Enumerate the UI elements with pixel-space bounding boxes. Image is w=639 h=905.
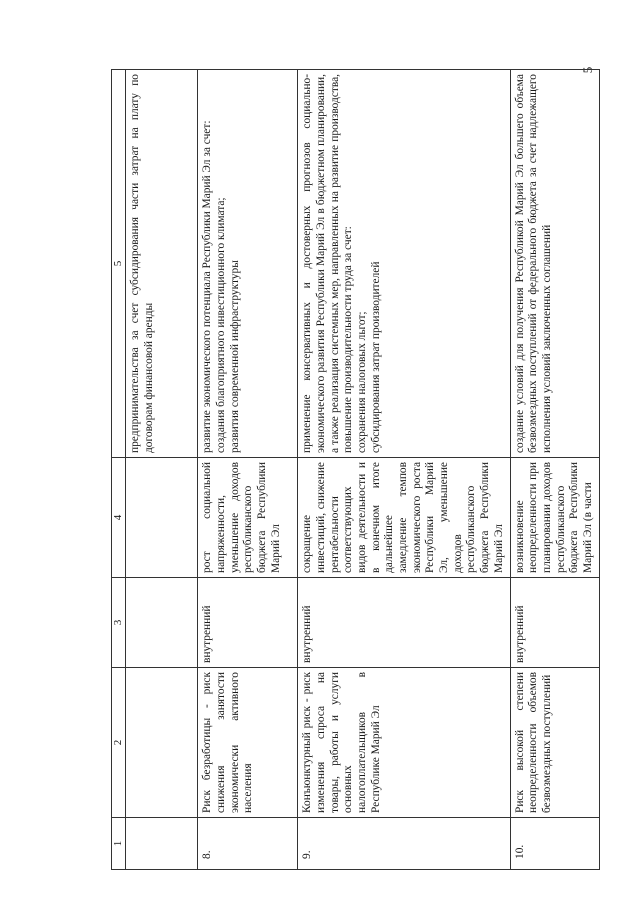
risk-type: внутренний [298, 578, 510, 668]
risk-name: Риск высокой степени неопределенности объемов безвозмездных поступлений [510, 668, 599, 818]
table-row [510, 70, 599, 870]
column-header-2: 2 [112, 668, 126, 818]
table-row [126, 70, 198, 870]
risk-name: Риск безработицы - риск снижения занятости экономически активного населения [198, 668, 298, 818]
risk-table [111, 69, 600, 870]
risk-measures: применение консервативных и достоверных прогнозов социально-экономического развития Республики Марий Эл в бюджетном планировании, а также реализация системных мер, направленных на развитие производства, повышение производительности труда за счет: сохранения налоговых льгот; субсидирования затрат производителей [298, 70, 510, 458]
row-number: 10. [510, 818, 599, 870]
page-number: 5 [580, 66, 595, 74]
column-header-5: 5 [112, 70, 126, 458]
column-header-4: 4 [112, 458, 126, 578]
risk-consequences [126, 458, 198, 578]
risk-measures: развитие экономического потенциала Республики Марий Эл за счет: создания благоприятного инвестиционного климата; развития современной инфраструктуры [198, 70, 298, 458]
risk-type [126, 578, 198, 668]
row-number: 9. [298, 818, 510, 870]
risk-measures: создание условий для получения Республикой Марий Эл большего объема безвозмездных поступлений от федерального бюджета за счет надлежащего исполнения условий заключенных соглашений [510, 70, 599, 458]
table-header-row [112, 70, 126, 870]
risk-consequences: возникновение неопределенности при планировании доходов республиканского бюджета Республики Марий Эл (в части [510, 458, 599, 578]
row-number [126, 818, 198, 870]
risk-name: Конъюнктурный риск - риск изменения спроса на товары, работы и услуги основных налогоплательщиков в Республике Марий Эл [298, 668, 510, 818]
rotated-table-container [111, 70, 595, 870]
row-number: 8. [198, 818, 298, 870]
risk-consequences: сокращение инвестиций, снижение рентабельности соответствующих видов деятельности и в конечном итоге дальнейшее замедление темпов экономического роста Республики Марий Эл, уменьшение доходов республиканского бюджета Республики Марий Эл [298, 458, 510, 578]
risk-measures: предпринимательства за счет субсидирования части затрат на плату по договорам финансовой аренды [126, 70, 198, 458]
table-row [198, 70, 298, 870]
risk-consequences: рост социальной напряженности, уменьшение доходов республиканского бюджета Республики Марий Эл [198, 458, 298, 578]
risk-type: внутренний [198, 578, 298, 668]
risk-name [126, 668, 198, 818]
table-row [298, 70, 510, 870]
column-header-3: 3 [112, 578, 126, 668]
risk-type: внутренний [510, 578, 599, 668]
column-header-1: 1 [112, 818, 126, 870]
